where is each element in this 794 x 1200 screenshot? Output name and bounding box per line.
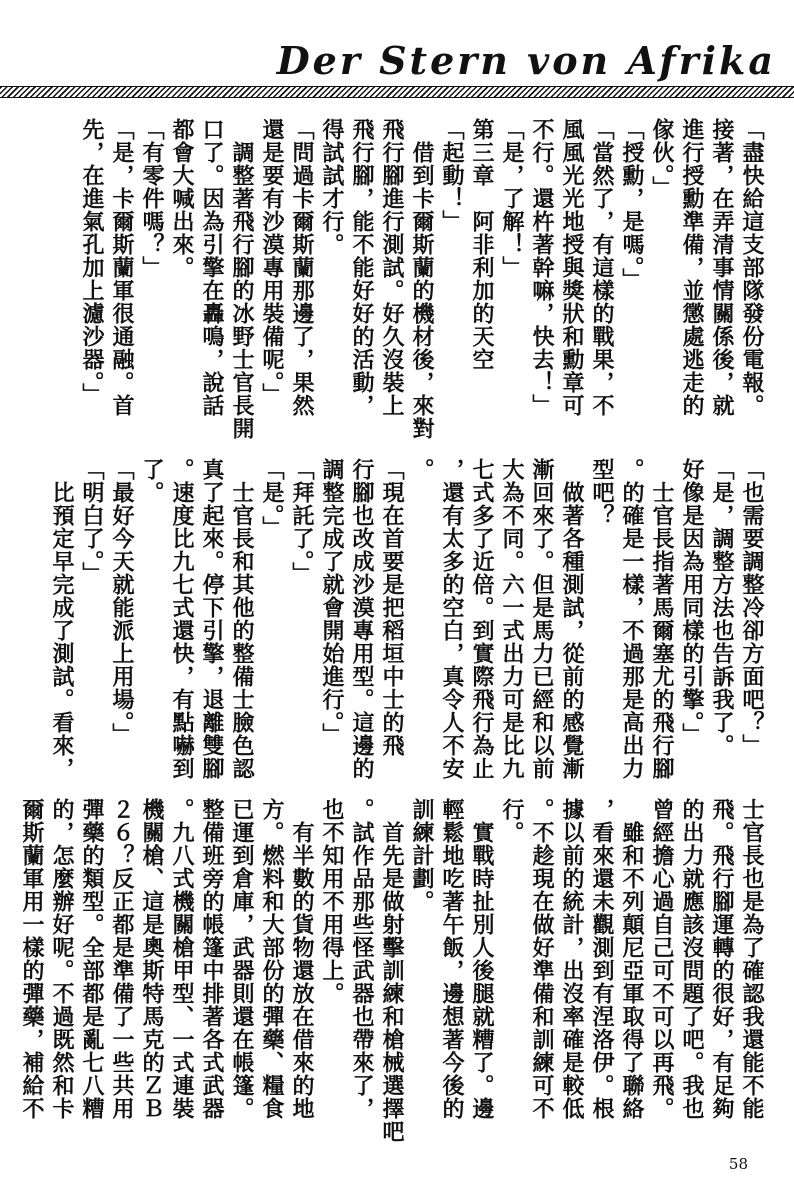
text-column: 風風光光地授與獎狀和勳章可 <box>559 118 584 417</box>
text-column: 「現在首要是把稻垣中士的飛 <box>379 458 404 757</box>
header-stripe <box>0 86 794 98</box>
text-column: 飛。飛行腳運轉的很好，有足夠 <box>709 798 734 1120</box>
text-column: 「是，調整方法也告訴我了。 <box>709 458 734 757</box>
text-column: 首先是做射擊訓練和槍械選擇吧 <box>379 798 404 1143</box>
text-column: 「是，了解！」 <box>499 118 524 279</box>
text-block-bottom <box>19 798 766 1143</box>
text-column: 機關槍、這是奧斯特馬克的ＺＢ <box>139 798 164 1120</box>
text-column: 接著，在弄清事情關係後，就 <box>709 118 734 417</box>
text-column: 。速度比九七式還快，有點嚇到 <box>169 458 194 780</box>
text-column: 做著各種測試，從前的感覺漸 <box>559 458 584 780</box>
text-column: 的出力就應該沒問題了吧。我也 <box>679 798 704 1120</box>
text-column: 。試作品那些怪武器也帶來了， <box>349 798 374 1120</box>
text-column: 方。燃料和大部份的彈藥、糧食 <box>259 798 284 1120</box>
text-column: ２６？反正都是準備了一些共用 <box>109 798 134 1120</box>
text-column: 「拜託了。」 <box>289 458 314 585</box>
text-column: 彈藥的類型。全部都是亂七八糟 <box>79 798 104 1120</box>
text-column: ，看來還未觀測到有涅洛伊。根 <box>589 798 614 1120</box>
text-column: 飛行腳，能不能好好的活動， <box>349 118 374 417</box>
text-column: 。不趁現在做好準備和訓練可不 <box>529 798 554 1120</box>
text-column: 士官長和其他的整備士臉色認 <box>229 458 254 780</box>
text-column: 。 <box>409 458 434 481</box>
text-column: 。的確是一樣，不過那是高出力 <box>619 458 644 780</box>
text-column: 調整完成了就會開始進行。」 <box>319 458 344 746</box>
text-column: 先，在進氣孔加上濾沙器。」 <box>79 118 104 406</box>
text-column: 好像是因為用同樣的引擎。」 <box>679 458 704 746</box>
text-column: 已運到倉庫，武器則還在帳篷。 <box>229 798 254 1120</box>
text-column: 飛行腳進行測試。好久沒裝上 <box>379 118 404 417</box>
text-column: 行腳也改成沙漠專用型。這邊的 <box>349 458 374 780</box>
text-column: 「有零件嗎？」 <box>139 118 164 279</box>
text-column: 士官長指著馬爾塞尤的飛行腳 <box>649 458 674 780</box>
text-column: 「是，卡爾斯蘭軍很通融。首 <box>109 118 134 417</box>
text-column: 借到卡爾斯蘭的機材後，來對 <box>409 118 434 440</box>
text-column: 訓練計劃。 <box>409 798 434 913</box>
text-column: 行。 <box>499 798 524 844</box>
text-column: 進行授勳準備，並懲處逃走的 <box>679 118 704 417</box>
text-column: 實戰時扯別人後腿就糟了。邊 <box>469 798 494 1120</box>
text-column: ，還有太多的空白，真令人不安 <box>439 458 464 780</box>
text-column: 「最好今天就能派上用場。」 <box>109 458 134 746</box>
chapter-heading: 第三章 阿非利加的天空 <box>469 118 494 371</box>
text-column: 曾經擔心過自己可不可以再飛。 <box>649 798 674 1120</box>
text-column: 雖和不列顛尼亞軍取得了聯絡 <box>619 798 644 1120</box>
text-block-middle <box>49 458 766 780</box>
text-column: 真了起來。停下引擎，退離雙腳 <box>199 458 224 780</box>
text-column: 「授勳，是嗎。」 <box>619 118 644 291</box>
text-column: 的，怎麼辦好呢。不過既然和卡 <box>49 798 74 1120</box>
text-column: 爾斯蘭軍用一樣的彈藥，補給不 <box>19 798 44 1120</box>
text-column: 輕鬆地吃著午飯，邊想著今後的 <box>439 798 464 1120</box>
text-column: 「盡快給這支部隊發份電報。 <box>739 118 764 417</box>
text-column: 還是要有沙漠專用裝備呢。」 <box>259 118 284 406</box>
text-column: 調整著飛行腳的冰野士官長開 <box>229 118 254 440</box>
text-column: 「當然了，有這樣的戰果，不 <box>589 118 614 417</box>
text-column: 比預定早完成了測試。看來， <box>49 458 74 780</box>
text-column: 整備班旁的帳篷中排著各式武器 <box>199 798 224 1120</box>
text-column: 「也需要調整冷卻方面吧？」 <box>739 458 764 757</box>
text-block-top <box>66 118 766 440</box>
text-column: 傢伙。」 <box>649 118 674 199</box>
text-column: 口了。因為引擎在轟鳴，說話 <box>199 118 224 417</box>
text-column: 都會大喊出來。 <box>169 118 194 279</box>
text-column: 型吧？ <box>589 458 614 527</box>
page-number: 58 <box>728 1155 748 1173</box>
text-column: 「是。」 <box>259 458 284 539</box>
text-column: 「明白了。」 <box>79 458 104 585</box>
text-column: 有半數的貨物還放在借來的地 <box>289 798 314 1120</box>
text-column: 也不知用不用得上。 <box>319 798 344 1005</box>
text-column: 七式多了近倍。到實際飛行為止 <box>469 458 494 780</box>
text-column: 「問過卡爾斯蘭那邊了，果然 <box>289 118 314 417</box>
text-column: 士官長也是為了確認我還能不能 <box>739 798 764 1120</box>
text-column: 不行。還杵著幹嘛，快去！」 <box>529 118 554 417</box>
text-column: 「起動！」 <box>439 118 464 233</box>
text-column: 大為不同。六一式出力可是比九 <box>499 458 524 780</box>
text-column: 了。 <box>139 458 164 504</box>
header-title: Der Stern von Afrika <box>276 38 776 83</box>
text-column: 據以前的統計，出沒率確是較低 <box>559 798 584 1120</box>
text-column: 得試試才行。 <box>319 118 344 256</box>
text-column: 。九八式機關槍甲型、一式連裝 <box>169 798 194 1120</box>
text-column: 漸回來了。但是馬力已經和以前 <box>529 458 554 780</box>
